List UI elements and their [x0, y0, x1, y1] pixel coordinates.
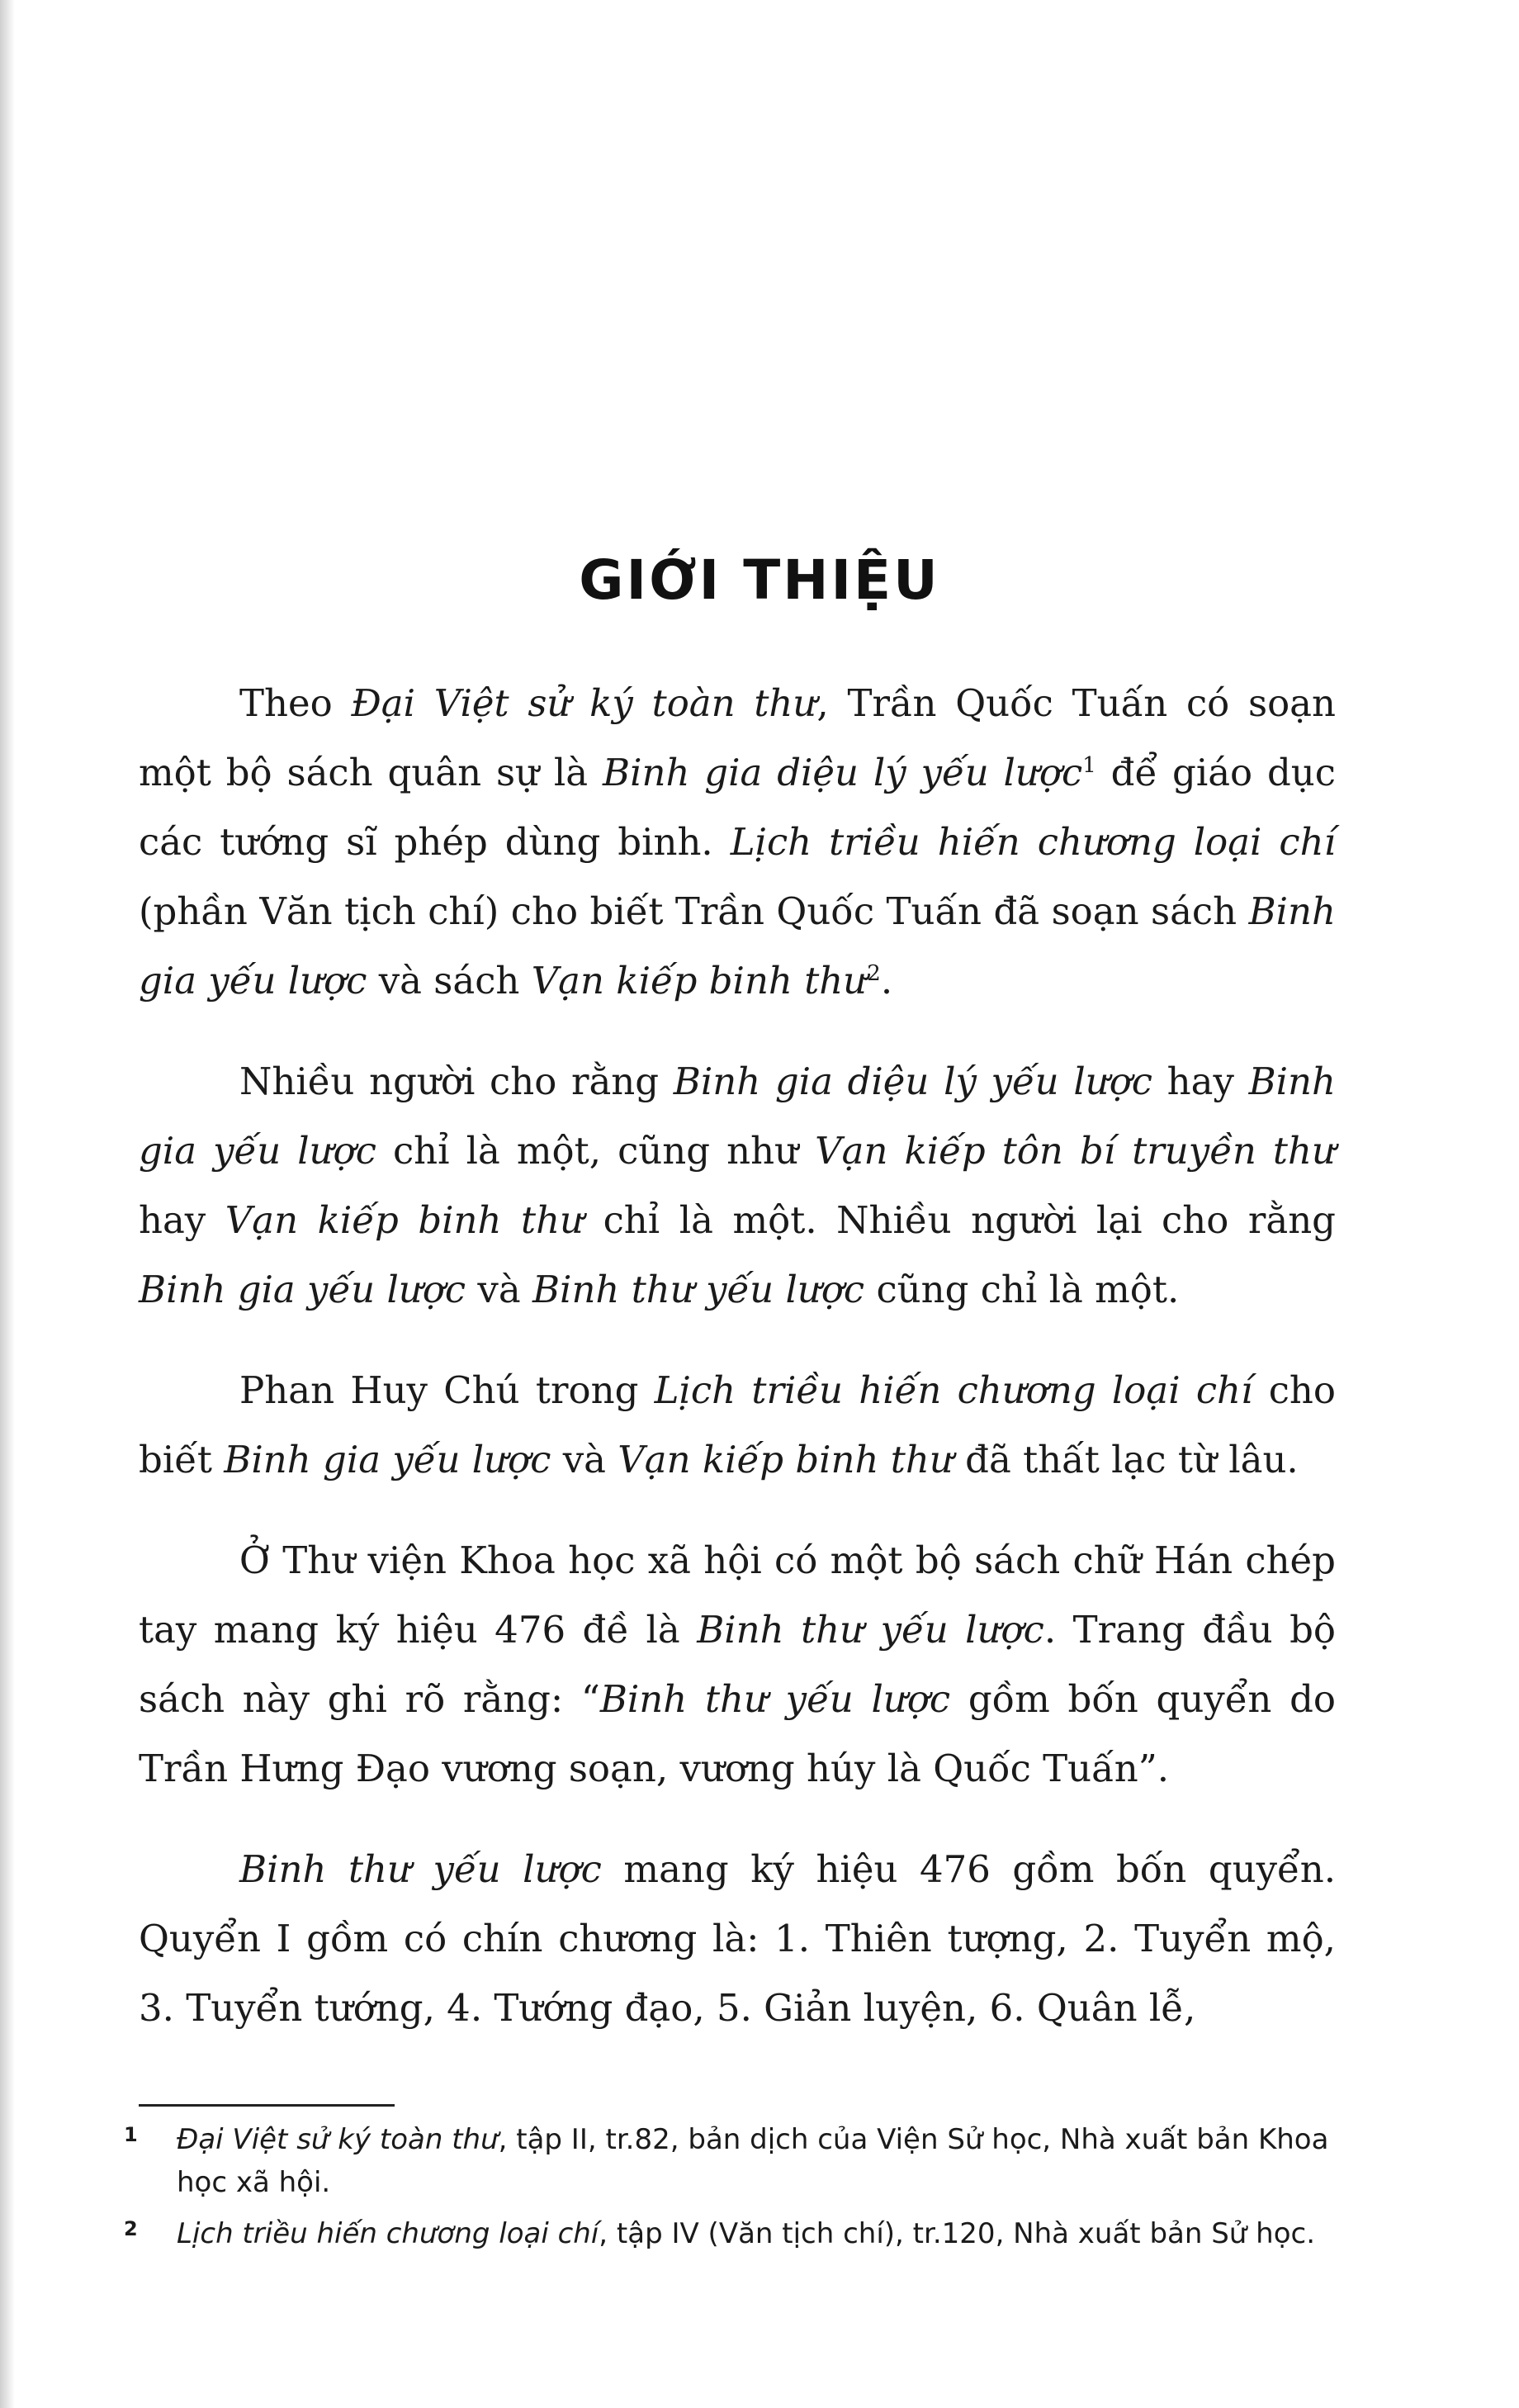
italic-text: Binh gia yếu lược — [139, 1059, 1337, 1173]
footnote-number: 1 — [124, 2123, 138, 2146]
footnote-text — [177, 2123, 1328, 2199]
italic-text: Lịch triều hiến chương loại chí — [730, 820, 1336, 864]
italic-text: Binh thư yếu lược — [599, 1677, 951, 1721]
text-run: chỉ là một. Nhiều người lại cho rằng — [584, 1198, 1336, 1242]
text-run: đã thất lạc từ lâu. — [953, 1438, 1299, 1481]
text-run: gồm bốn quyển do Trần Hưng Đạo vương soạn, vương húy là Quốc Tuấn”. — [139, 1677, 1336, 1790]
italic-text: Binh gia yếu lược — [139, 889, 1336, 1003]
paragraph-2 — [139, 1047, 1336, 1325]
footnote-1 — [124, 2118, 1337, 2204]
text-run: hay — [1152, 1059, 1249, 1103]
text-run: hay — [139, 1198, 225, 1242]
body-text — [139, 669, 1336, 2074]
footnote-ref: 1 — [1082, 753, 1096, 778]
text-run: Ở Thư viện Khoa học xã hội có một bộ sách chữ Hán chép tay mang ký hiệu 476 đề là — [139, 1538, 1336, 1652]
binding-shadow — [0, 0, 15, 2408]
italic-text: Binh thư yếu lược — [532, 1268, 865, 1311]
italic-text: Binh gia diệu lý yếu lược — [603, 751, 1083, 794]
text-run: và sách — [367, 959, 532, 1003]
italic-text: Binh thư yếu lược — [239, 1847, 602, 1891]
text-run: và — [466, 1268, 532, 1311]
italic-text: Vạn kiếp binh thư — [225, 1198, 584, 1242]
text-run: , Trần Quốc Tuấn có soạn một bộ sách quân sự là — [139, 681, 1336, 794]
text-run: và — [551, 1438, 618, 1481]
text-run: để giáo dục các tướng sĩ phép dùng binh. — [139, 751, 1336, 864]
page-title: GIỚI THIỆU — [579, 548, 940, 613]
footnote-ref: 2 — [867, 961, 881, 986]
text-run: chỉ là một, cũng như — [376, 1129, 816, 1173]
italic-text: Vạn kiếp tôn bí truyền thư — [815, 1129, 1336, 1173]
paragraph-4 — [139, 1526, 1336, 1804]
text-run: cũng chỉ là một. — [864, 1268, 1180, 1311]
text-run: . — [880, 959, 893, 1003]
text-run: Phan Huy Chú trong — [239, 1368, 655, 1412]
footnote-text — [177, 2217, 1315, 2250]
text-run: (phần Văn tịch chí) cho biết Trần Quốc Tuấn đã soạn sách — [139, 889, 1249, 933]
text-run: cho biết — [139, 1368, 1336, 1481]
paragraph-3 — [139, 1356, 1336, 1495]
italic-text: Binh gia yếu lược — [224, 1438, 551, 1481]
text-run: Nhiều người cho rằng — [239, 1059, 674, 1103]
footnotes — [124, 2118, 1337, 2263]
footnote-2 — [124, 2212, 1337, 2255]
italic-text: Vạn kiếp binh thư — [531, 959, 868, 1003]
text-run: , tập II, tr.82, bản dịch của Viện Sử học, Nhà xuất bản Khoa học xã hội. — [177, 2123, 1329, 2199]
italic-text: Lịch triều hiến chương loại chí — [177, 2217, 599, 2250]
italic-text: Binh thư yếu lược — [697, 1608, 1044, 1652]
text-run: , tập IV (Văn tịch chí), tr.120, Nhà xuất bản Sử học. — [599, 2217, 1316, 2250]
text-run: . Trang đầu bộ sách này ghi rõ rằng: “ — [139, 1608, 1336, 1721]
text-run: mang ký hiệu 476 gồm bốn quyển. Quyển I gồm có chín chương là: 1. Thiên tượng, 2. Tuyển mộ, 3. Tuyển tướng, 4. Tướng đạo, 5. Giản luyện, 6. Quân lễ, — [139, 1847, 1336, 2030]
italic-text: Binh gia diệu lý yếu lược — [673, 1059, 1152, 1103]
footnote-divider — [139, 2104, 395, 2107]
italic-text: Đại Việt sử ký toàn thư — [177, 2123, 499, 2156]
italic-text: Đại Việt sử ký toàn thư — [351, 681, 817, 725]
footnote-number: 2 — [124, 2217, 138, 2240]
paragraph-5 — [139, 1835, 1336, 2043]
paragraph-1 — [139, 669, 1336, 1016]
text-run: Theo — [239, 681, 352, 725]
italic-text: Vạn kiếp binh thư — [618, 1438, 954, 1481]
italic-text: Binh gia yếu lược — [139, 1268, 466, 1311]
italic-text: Lịch triều hiến chương loại chí — [654, 1368, 1253, 1412]
